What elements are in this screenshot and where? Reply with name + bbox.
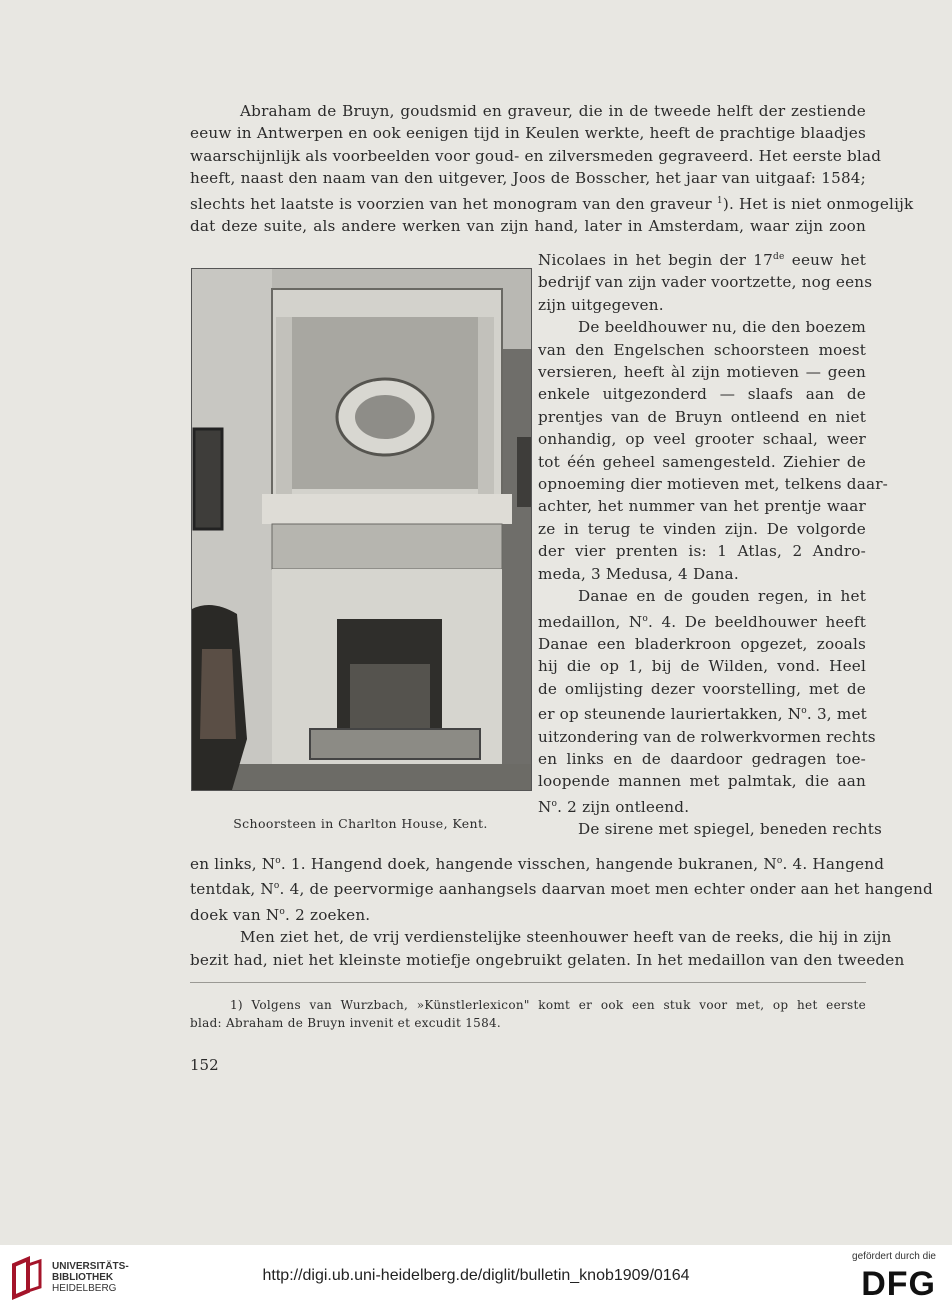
text-line: enkele uitgezonderd — slaafs aan de (538, 385, 866, 404)
text-line: heeft, naast den naam van den uitgever, Joos de Bosscher, het jaar van uitgaaf: 1584; (190, 169, 866, 188)
text-line: en links, $N^o$. 1. Hangend doek, hangende visschen, hangende bukranen, $N^o$. 4. Hangend (190, 855, 885, 873)
text-line: hij die op 1, bij de Wilden, vond. Heel (538, 657, 866, 676)
intro-paragraph (190, 100, 914, 237)
text-line: De sirene met spiegel, beneden rechts (578, 820, 883, 839)
text-line: prentjes van de Bruyn ontleend en niet (538, 407, 866, 426)
source-url-link[interactable]: http://digi.ub.uni-heidelberg.de/diglit/bulletin_knob1909/0164 (262, 1267, 690, 1284)
text-line: bedrijf van zijn vader voortzette, nog eens (538, 273, 873, 292)
footnote-line: blad: Abraham de Bruyn invenit et excudit 1584. (190, 1016, 502, 1030)
bottom-paragraph (190, 850, 933, 971)
text-line: slechts het laatste is voorzien van het monogram van den graveur $^1$). Het is niet onmogelijk (190, 194, 914, 213)
text-line: van den Engelschen schoorsteen moest (538, 340, 866, 359)
text-line: tot één geheel samengesteld. Ziehier de (538, 452, 866, 471)
text-line: loopende mannen met palmtak, die aan (538, 772, 866, 791)
text-line: Danae en de gouden regen, in het (578, 587, 866, 606)
text-line: $N^o$. 2 zijn ontleend. (538, 797, 690, 816)
text-line: uitzondering van de rolwerkvormen rechts (538, 727, 876, 746)
text-line: tentdak, $N^o$. 4, de peervormige aanhangsels daarvan moet men echter onder aan het hangend (190, 880, 933, 899)
text-line: en links en de daardoor gedragen toe- (538, 749, 866, 768)
text-line: ze in terug te vinden zijn. De volgorde (538, 519, 866, 538)
footnote (190, 996, 866, 1032)
text-line: achter, het nummer van het prentje waar (538, 497, 866, 516)
text-line: onhandig, op veel grooter schaal, weer (538, 430, 866, 449)
text-line: eeuw in Antwerpen en ook eenigen tijd in Keulen werkte, heeft de prachtige blaadjes (190, 124, 866, 143)
page-number: 152 (190, 1056, 219, 1074)
text-line: medaillon, $N^o$. 4. De beeldhouwer heeft (538, 612, 866, 631)
text-line: De beeldhouwer nu, die den boezem (578, 318, 866, 337)
text-line: Danae een bladerkroon opgezet, zooals (538, 634, 866, 653)
footnote-line: 1) Volgens van Wurzbach, »Künstlerlexicon" komt er ook een stuk voor met, op het eerste (230, 998, 866, 1012)
text-line: doek van $N^o$. 2 zoeken. (190, 905, 371, 924)
footnote-marker: 1 (716, 195, 723, 206)
footnote-divider (190, 982, 866, 983)
text-line: bezit had, niet het kleinste motiefje ongebruikt gelaten. In het medaillon van den tweeden (190, 950, 905, 969)
text-line: meda, 3 Medusa, 4 Dana. (538, 564, 739, 583)
text-line: de omlijsting dezer voorstelling, met de (538, 679, 866, 698)
text-line: dat deze suite, als andere werken van zijn hand, later in Amsterdam, waar zijn zoon (190, 217, 866, 236)
right-column-text (538, 246, 889, 841)
text-line: Abraham de Bruyn, goudsmid en graveur, die in de tweede helft der zestiende (240, 102, 866, 120)
text-line: er op steunende lauriertakken, $N^o$. 3, met (538, 705, 867, 724)
text-line: opnoeming dier motieven met, telkens daar- (538, 475, 889, 494)
figure-caption: Schoorsteen in Charlton House, Kent. (233, 816, 488, 831)
text-line: versieren, heeft àl zijn motieven — geen (538, 363, 866, 382)
text-line: waarschijnlijk als voorbeelden voor goud- en zilversmeden gegraveerd. Het eerste blad (190, 146, 882, 165)
text-line: der vier prenten is: 1 Atlas, 2 Andro- (538, 542, 866, 561)
fireplace-illustration (192, 269, 531, 790)
text-line: Nicolaes in het begin der 17de eeuw het (538, 251, 867, 269)
dfg-logo: DFG (861, 1265, 936, 1303)
footer-bar (0, 1245, 952, 1311)
funder-label: gefördert durch die (852, 1251, 936, 1262)
text-line: Men ziet het, de vrij verdienstelijke steenhouwer heeft van de reeks, die hij in zijn (240, 928, 892, 947)
fireplace-photograph (191, 268, 532, 791)
library-name: UNIVERSITÄTS- BIBLIOTHEK HEIDELBERG (52, 1261, 129, 1294)
text-line: zijn uitgegeven. (538, 295, 664, 314)
